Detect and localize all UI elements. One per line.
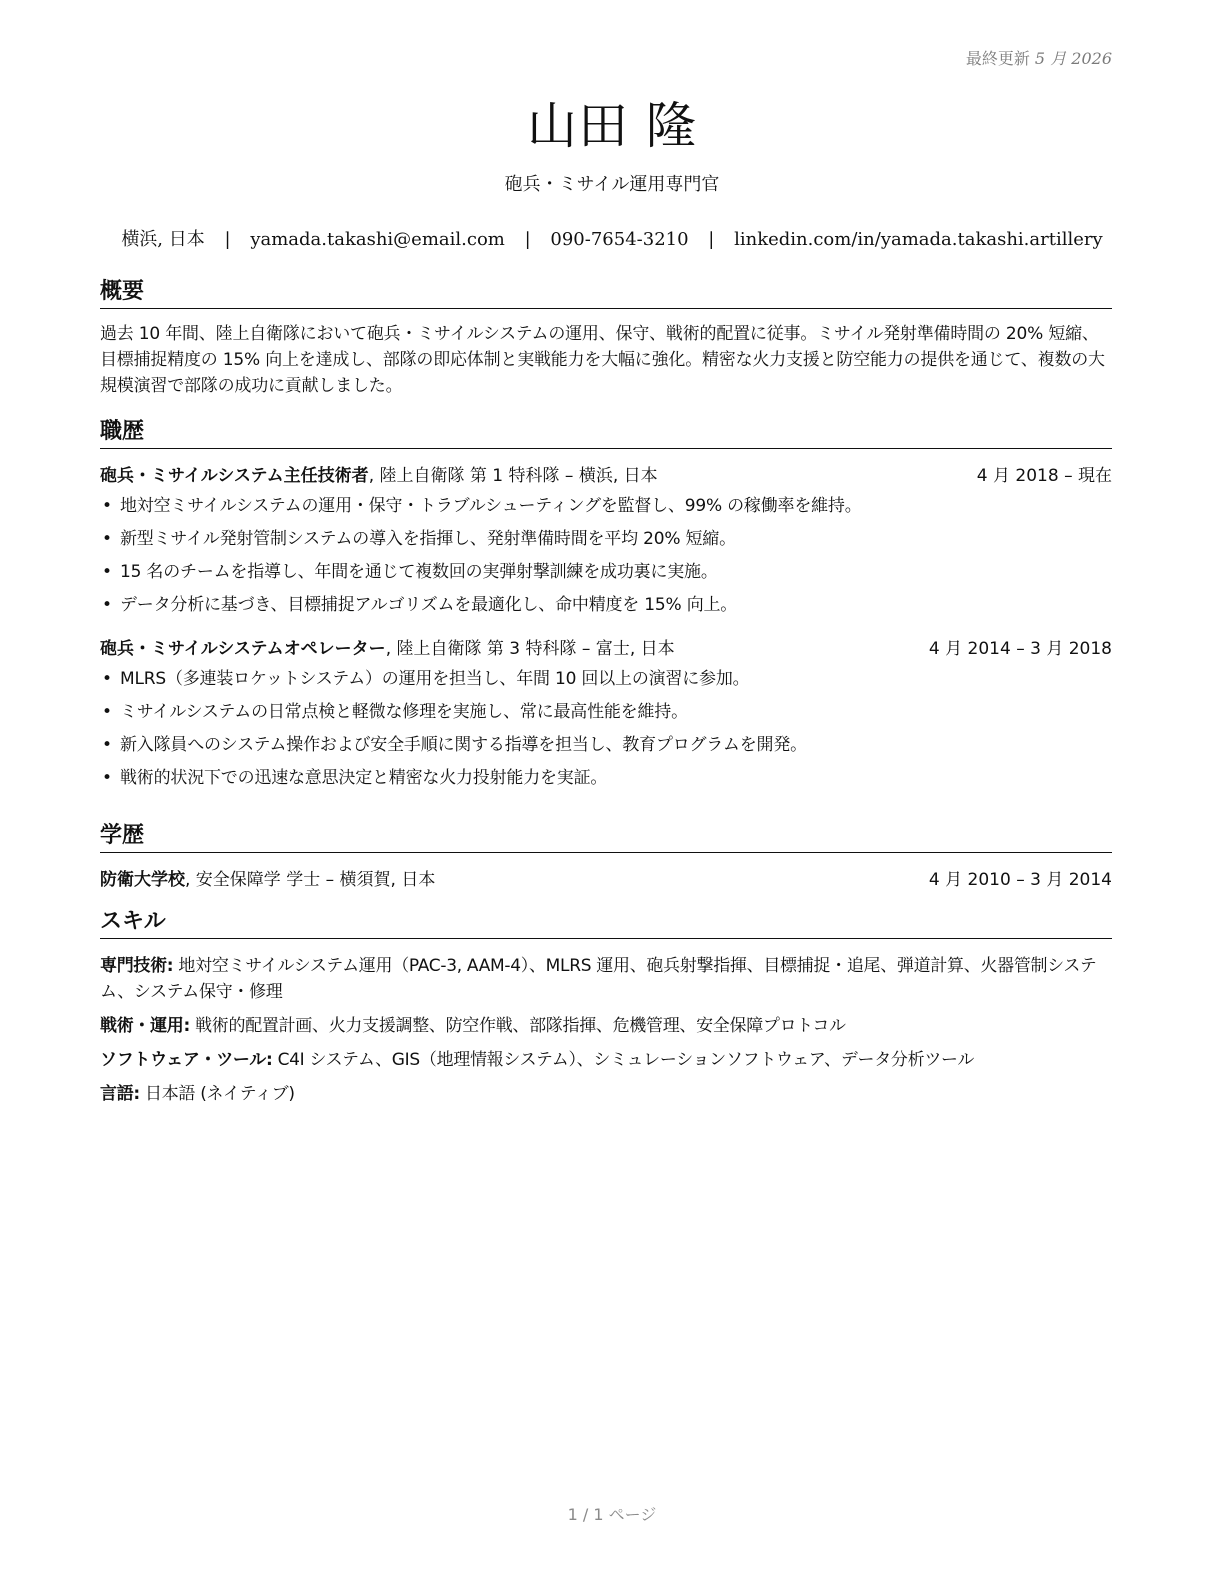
job-bullet: • 15 名のチームを指導し、年間を通じて複数回の実弾射撃訓練を成功裏に実施。 — [100, 559, 1112, 585]
skill-label: 専門技術: — [100, 956, 174, 976]
job-entry — [100, 463, 1112, 618]
education-header — [100, 867, 1112, 893]
skills-section — [100, 908, 1112, 1107]
last-updated-date: 5 月 2026 — [1034, 49, 1112, 68]
contact-phone[interactable]: 090-7654-3210 — [550, 229, 689, 250]
education-detail: , 安全保障学 学士 – 横須賀, 日本 — [185, 870, 436, 890]
job-bullet: • ミサイルシステムの日常点検と軽微な修理を実施し、常に最高性能を維持。 — [100, 699, 1112, 725]
job-role: 砲兵・ミサイルシステムオペレーター — [100, 639, 386, 659]
skill-label: 戦術・運用: — [100, 1016, 190, 1036]
job-bullet: • データ分析に基づき、目標捕捉アルゴリズムを最適化し、命中精度を 15% 向上。 — [100, 592, 1112, 618]
job-title-line — [100, 463, 658, 489]
job-dates: 4 月 2014 – 3 月 2018 — [928, 639, 1112, 659]
skills-row — [100, 1047, 1112, 1073]
contact-separator: | — [708, 229, 715, 250]
job-org: , 陸上自衛隊 第 3 特科隊 – 富士, 日本 — [385, 639, 675, 659]
job-header — [100, 636, 1112, 662]
education-section — [100, 822, 1112, 893]
contact-email[interactable]: yamada.takashi@email.com — [250, 229, 505, 250]
job-bullet: • 戦術的状況下での迅速な意思決定と精密な火力投射能力を実証。 — [100, 765, 1112, 791]
education-dates: 4 月 2010 – 3 月 2014 — [928, 870, 1112, 890]
skill-label: ソフトウェア・ツール: — [100, 1050, 273, 1070]
contact-line — [0, 225, 1224, 251]
summary-section — [100, 278, 1112, 399]
candidate-headline: 砲兵・ミサイル運用専門官 — [504, 174, 720, 195]
job-entry — [100, 636, 1112, 791]
skill-label: 言語: — [100, 1084, 140, 1104]
skills-row — [100, 953, 1112, 1005]
job-bullets — [100, 666, 1112, 791]
job-dates: 4 月 2018 – 現在 — [976, 466, 1112, 486]
candidate-name: 山田 隆 — [527, 97, 697, 155]
skills-row — [100, 1013, 1112, 1039]
summary-text: 過去 10 年間、陸上自衛隊において砲兵・ミサイルシステムの運用、保守、戦術的配置に従事。ミサイル発射準備時間の 20% 短縮、目標捕捉精度の 15% 向上を達成し、部隊の即応体制と実戦能力を大幅に強化。精密な火力支援と防空能力の提供を通じて、複数の大規模演習で部隊の成功に貢献しました。 — [100, 324, 1105, 396]
job-header — [100, 463, 1112, 489]
education-line — [100, 867, 435, 893]
summary-title: 概要 — [100, 278, 1112, 309]
skill-value: 日本語 (ネイティブ) — [139, 1084, 295, 1104]
contact-separator: | — [524, 229, 531, 250]
contact-linkedin[interactable]: linkedin.com/in/yamada.takashi.artillery — [734, 229, 1103, 250]
job-bullets — [100, 493, 1112, 618]
skills-title: スキル — [100, 908, 1112, 939]
job-org: , 陸上自衛隊 第 1 特科隊 – 横浜, 日本 — [368, 466, 658, 486]
job-bullet: • MLRS（多連装ロケットシステム）の運用を担当し、年間 10 回以上の演習に参加。 — [100, 666, 1112, 692]
last-updated-label: 最終更新 — [965, 49, 1030, 68]
skill-value: 地対空ミサイルシステム運用（PAC-3, AAM-4）、MLRS 運用、砲兵射撃指揮、目標捕捉・追尾、弾道計算、火器管制システム、システム保守・修理 — [100, 956, 1097, 1002]
skills-row — [100, 1081, 1112, 1107]
job-bullet: • 新入隊員へのシステム操作および安全手順に関する指導を担当し、教育プログラムを開発。 — [100, 732, 1112, 758]
education-school: 防衛大学校 — [100, 870, 185, 890]
contact-separator: | — [224, 229, 231, 250]
last-updated — [966, 46, 1112, 69]
skill-value: C4I システム、GIS（地理情報システム）、シミュレーションソフトウェア、データ分析ツール — [272, 1050, 975, 1070]
education-title: 学歴 — [100, 822, 1112, 853]
education-entry — [100, 867, 1112, 893]
job-role: 砲兵・ミサイルシステム主任技術者 — [100, 466, 369, 486]
experience-title: 職歴 — [100, 418, 1112, 449]
skill-value: 戦術的配置計画、火力支援調整、防空作戦、部隊指揮、危機管理、安全保障プロトコル — [190, 1016, 846, 1036]
page-indicator: 1 / 1 ページ — [567, 1505, 657, 1524]
job-bullet: • 地対空ミサイルシステムの運用・保守・トラブルシューティングを監督し、99% の稼働率を維持。 — [100, 493, 1112, 519]
contact-location: 横浜, 日本 — [121, 229, 205, 250]
job-title-line — [100, 636, 675, 662]
job-bullet: • 新型ミサイル発射管制システムの導入を指揮し、発射準備時間を平均 20% 短縮。 — [100, 526, 1112, 552]
experience-section — [100, 418, 1112, 798]
